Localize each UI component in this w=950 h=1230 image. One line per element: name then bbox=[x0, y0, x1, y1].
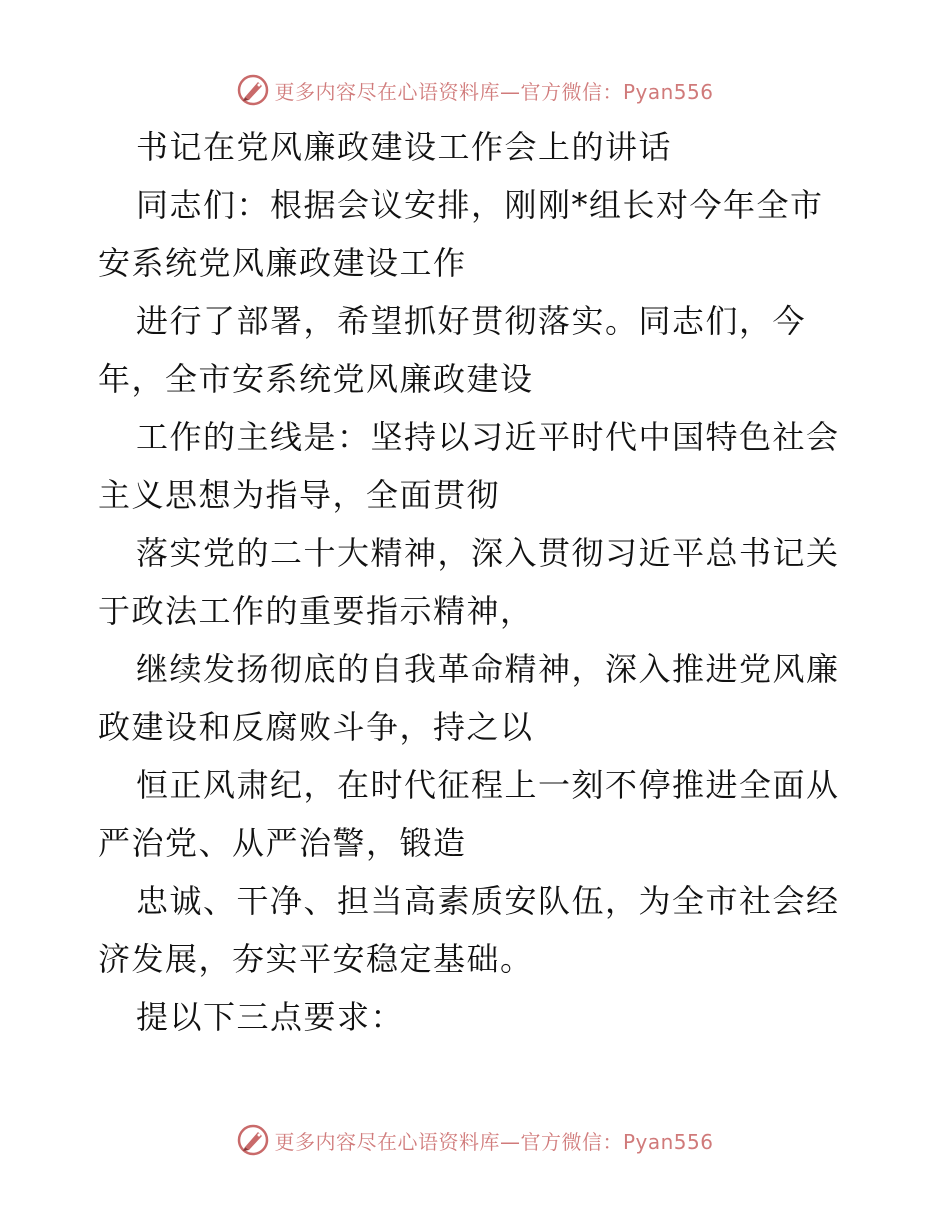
text-line: 落实党的二十大精神，深入贯彻习近平总书记关 bbox=[136, 534, 840, 572]
text-line: 政建设和反腐败斗争，持之以 bbox=[98, 708, 534, 746]
watermark-text: 更多内容尽在心语资料库—官方微信：Pyan556 bbox=[274, 79, 714, 104]
text-line: 忠诚、干净、担当高素质安队伍，为全市社会经 bbox=[136, 882, 840, 920]
text-line: 于政法工作的重要指示精神， bbox=[98, 592, 534, 630]
text-line: 提以下三点要求： bbox=[136, 998, 405, 1036]
pen-nib-logo-icon bbox=[236, 73, 270, 107]
document-title: 书记在党风廉政建设工作会上的讲话 bbox=[136, 128, 673, 166]
text-line: 同志们：根据会议安排，刚刚*组长对今年全市 bbox=[136, 186, 824, 224]
text-line: 继续发扬彻底的自我革命精神，深入推进党风廉 bbox=[136, 650, 840, 688]
header-watermark bbox=[0, 70, 950, 110]
text-line: 进行了部署，希望抓好贯彻落实。同志们，今 bbox=[136, 302, 807, 340]
text-line: 安系统党风廉政建设工作 bbox=[98, 244, 467, 282]
text-line: 济发展，夯实平安稳定基础。 bbox=[98, 940, 534, 978]
document-body bbox=[98, 118, 858, 1046]
text-line: 工作的主线是：坚持以习近平时代中国特色社会 bbox=[136, 418, 840, 456]
watermark-text: 更多内容尽在心语资料库—官方微信：Pyan556 bbox=[274, 1129, 714, 1154]
text-line: 严治党、从严治警，锻造 bbox=[98, 824, 467, 862]
footer-watermark bbox=[0, 1120, 950, 1160]
text-line: 恒正风肃纪，在时代征程上一刻不停推进全面从 bbox=[136, 766, 840, 804]
pen-nib-logo-icon bbox=[236, 1123, 270, 1157]
text-line: 年，全市安系统党风廉政建设 bbox=[98, 360, 534, 398]
text-line: 主义思想为指导，全面贯彻 bbox=[98, 476, 501, 514]
